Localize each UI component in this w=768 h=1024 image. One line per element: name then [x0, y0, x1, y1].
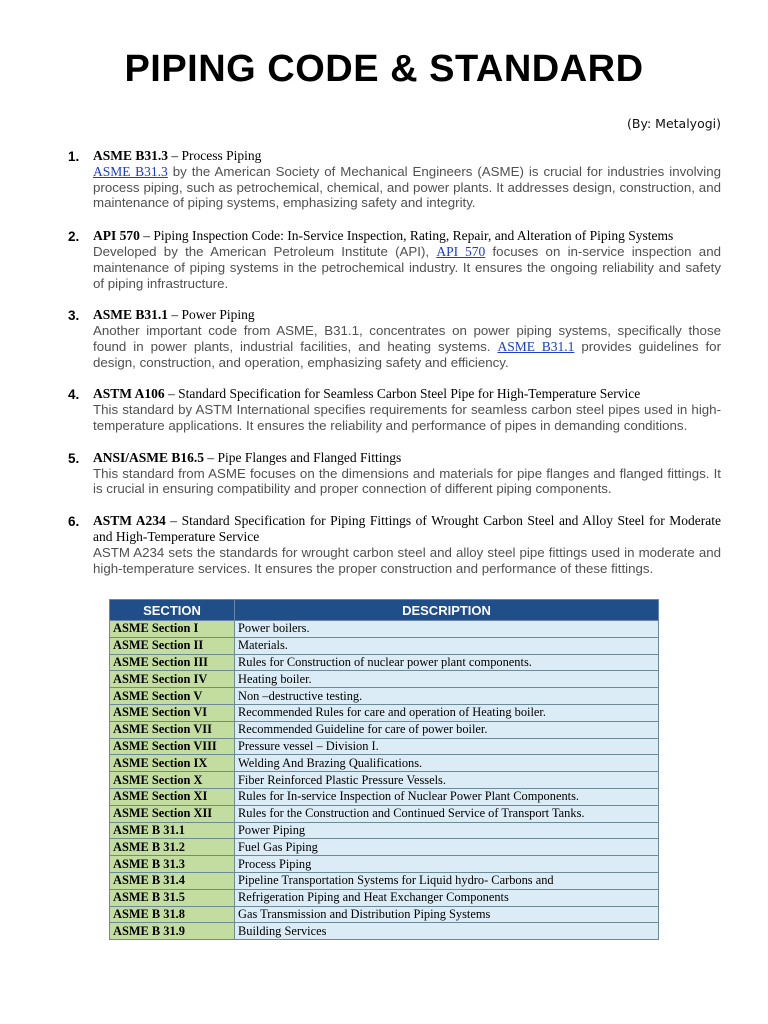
item-description: ASME B31.3 by the American Society of Mechanical Engineers (ASME) is crucial for industries involving process piping, such as petrochemical, chemical, and power plants. It addresses design, construction, and maintenance of piping systems, emphasizing safety and integrity.	[93, 164, 721, 211]
item-number: 6.	[68, 514, 80, 530]
section-cell: ASME Section VI	[110, 704, 235, 721]
table-row	[110, 906, 659, 923]
section-cell: ASME Section IV	[110, 671, 235, 688]
table-row	[110, 889, 659, 906]
table-row	[110, 704, 659, 721]
asme-b31-3-link[interactable]: ASME B31.3	[93, 164, 168, 179]
table-row	[110, 856, 659, 873]
section-column-header: SECTION	[110, 600, 235, 621]
item-subtitle: – Standard Specification for Seamless Carbon Steel Pipe for High-Temperature Service	[164, 386, 641, 402]
section-cell: ASME B 31.4	[110, 872, 235, 889]
item-number: 3.	[68, 308, 80, 324]
asme-b31-1-link[interactable]: ASME B31.1	[497, 338, 575, 354]
item-number: 4.	[68, 387, 80, 403]
description-cell: Pipeline Transportation Systems for Liquid hydro- Carbons and	[235, 872, 659, 889]
description-cell: Rules for In-service Inspection of Nuclear Power Plant Components.	[235, 788, 659, 805]
table-header-row	[110, 600, 659, 621]
api-570-link[interactable]: API 570	[436, 244, 486, 260]
description-cell: Gas Transmission and Distribution Piping Systems	[235, 906, 659, 923]
description-cell: Rules for the Construction and Continued Service of Transport Tanks.	[235, 805, 659, 822]
item-number: 5.	[68, 450, 80, 466]
section-cell: ASME B 31.3	[110, 856, 235, 873]
table-row	[110, 721, 659, 738]
description-cell: Refrigeration Piping and Heat Exchanger Components	[235, 889, 659, 906]
list-item	[68, 386, 721, 433]
item-heading	[93, 513, 721, 545]
description-cell: Power boilers.	[235, 621, 659, 638]
table-row	[110, 839, 659, 856]
item-code: ASTM A106	[93, 386, 165, 402]
byline: (By: Metalyogi)	[627, 116, 721, 131]
standards-list	[68, 148, 721, 577]
section-cell: ASME Section X	[110, 772, 235, 789]
section-cell: ASME B 31.9	[110, 923, 235, 940]
description-cell: Recommended Rules for care and operation of Heating boiler.	[235, 704, 659, 721]
item-description: Another important code from ASME, B31.1, concentrates on power piping systems, specifically those found in power plants, industrial facilities, and heating systems. ASME B31.1 provides guidelines for design, construction, and operation, emphasizing safety and efficiency.	[93, 323, 721, 370]
table-row	[110, 788, 659, 805]
description-cell: Heating boiler.	[235, 671, 659, 688]
description-cell: Power Piping	[235, 822, 659, 839]
description-cell: Rules for Construction of nuclear power plant components.	[235, 654, 659, 671]
item-subtitle: – Process Piping	[168, 148, 262, 163]
item-code: ASME B31.3	[93, 148, 169, 163]
item-code: ASTM A234	[93, 513, 166, 529]
table-row	[110, 637, 659, 654]
description-cell: Recommended Guideline for care of power boiler.	[235, 721, 659, 738]
section-cell: ASME Section VIII	[110, 738, 235, 755]
table-row	[110, 621, 659, 638]
item-heading	[93, 228, 721, 244]
section-cell: ASME Section VII	[110, 721, 235, 738]
description-cell: Non –destructive testing.	[235, 688, 659, 705]
section-cell: ASME Section V	[110, 688, 235, 705]
table-row	[110, 671, 659, 688]
description-cell: Materials.	[235, 637, 659, 654]
item-subtitle: – Piping Inspection Code: In-Service Inspection, Rating, Repair, and Alteration of Piping Systems	[139, 228, 674, 244]
table-row	[110, 923, 659, 940]
item-code: API 570	[93, 228, 140, 244]
item-number: 2.	[68, 229, 80, 245]
item-subtitle: – Pipe Flanges and Flanged Fittings	[204, 449, 402, 465]
table-row	[110, 772, 659, 789]
item-heading	[93, 386, 721, 402]
list-item	[68, 307, 721, 370]
description-cell: Welding And Brazing Qualifications.	[235, 755, 659, 772]
section-cell: ASME Section II	[110, 637, 235, 654]
list-item	[68, 228, 721, 291]
description-column-header: DESCRIPTION	[235, 600, 659, 621]
table-row	[110, 872, 659, 889]
table-row	[110, 688, 659, 705]
item-number: 1.	[68, 149, 80, 164]
item-description: This standard from ASME focuses on the dimensions and materials for pipe flanges and flanged fittings. It is crucial in ensuring compatibility and proper connection of different piping components.	[93, 465, 721, 497]
description-cell: Pressure vessel – Division I.	[235, 738, 659, 755]
list-item	[68, 148, 721, 211]
description-cell: Building Services	[235, 923, 659, 940]
table-row	[110, 755, 659, 772]
list-item	[68, 450, 721, 497]
description-cell: Fiber Reinforced Plastic Pressure Vessels.	[235, 772, 659, 789]
table-row	[110, 805, 659, 822]
page-title: PIPING CODE & STANDARD	[124, 48, 644, 90]
item-heading	[93, 450, 721, 466]
item-description: ASTM A234 sets the standards for wrought carbon steel and alloy steel pipe fittings used in moderate and high-temperature services. It ensures the proper construction and performance of these fittings.	[93, 545, 721, 576]
item-description: Developed by the American Petroleum Institute (API), API 570 focuses on in-service inspection and maintenance of piping systems in the petrochemical industry. It ensures the ongoing reliability and safety of piping infrastructure.	[93, 244, 721, 291]
item-subtitle: – Standard Specification for Piping Fittings of Wrought Carbon Steel and Alloy Steel for Moderate and High-Temperature Service	[93, 513, 721, 545]
section-cell: ASME B 31.1	[110, 822, 235, 839]
section-cell: ASME B 31.5	[110, 889, 235, 906]
description-cell: Fuel Gas Piping	[235, 839, 659, 856]
item-heading	[93, 307, 721, 323]
section-cell: ASME Section XI	[110, 788, 235, 805]
list-item	[68, 513, 721, 576]
standards-table	[109, 599, 659, 940]
section-cell: ASME Section III	[110, 654, 235, 671]
table-row	[110, 654, 659, 671]
section-cell: ASME B 31.2	[110, 839, 235, 856]
item-heading	[93, 148, 721, 164]
item-code: ANSI/ASME B16.5	[93, 449, 205, 465]
item-code: ASME B31.1	[93, 307, 169, 323]
table-row	[110, 822, 659, 839]
description-cell: Process Piping	[235, 856, 659, 873]
table-row	[110, 738, 659, 755]
section-cell: ASME Section I	[110, 621, 235, 638]
item-subtitle: – Power Piping	[168, 307, 255, 323]
section-cell: ASME Section XII	[110, 805, 235, 822]
section-cell: ASME B 31.8	[110, 906, 235, 923]
item-description: This standard by ASTM International specifies requirements for seamless carbon steel pipes used in high-temperature applications. It ensures the reliability and performance of pipes in demanding conditions.	[93, 402, 721, 434]
section-cell: ASME Section IX	[110, 755, 235, 772]
